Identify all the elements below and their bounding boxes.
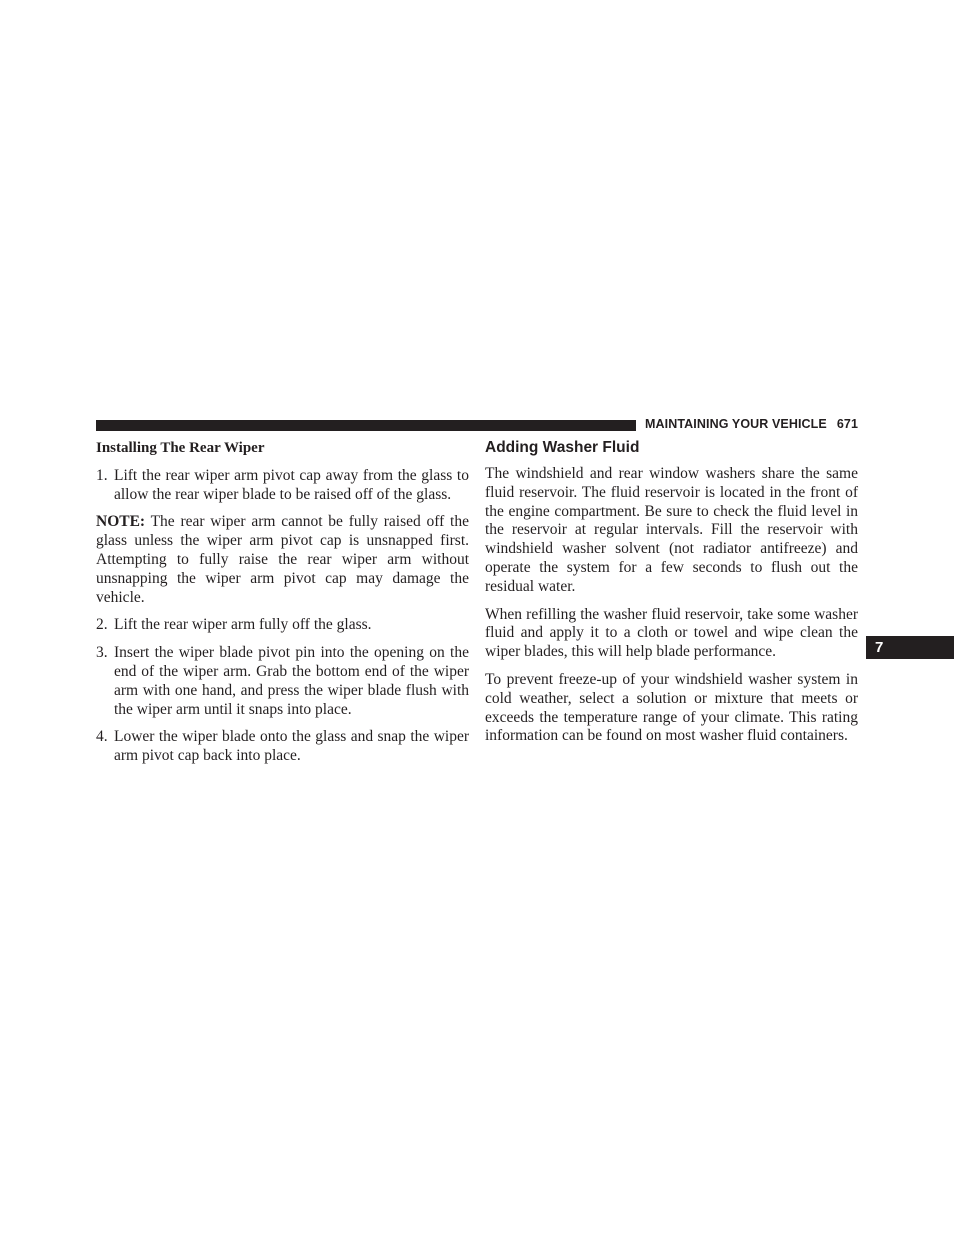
note-label: NOTE: — [96, 513, 146, 531]
step-text: Lower the wiper blade onto the glass and snap the wiper arm pivot cap back into place. — [114, 728, 469, 765]
body-paragraph: When refilling the washer fluid reservoir, take some washer fluid and apply it to a cloth or towel and wipe clean the wiper blades, this will help blade performance. — [485, 605, 858, 661]
section-title: MAINTAINING YOUR VEHICLE — [645, 417, 827, 431]
chapter-tab: 7 — [866, 636, 954, 659]
left-column — [96, 438, 469, 775]
section-heading-adding-washer-fluid: Adding Washer Fluid — [485, 439, 640, 456]
header-rule — [96, 420, 636, 431]
list-item — [96, 728, 469, 766]
steps-list-a — [96, 467, 469, 505]
running-header — [645, 417, 858, 431]
body-paragraph: The windshield and rear window washers share the same fluid reservoir. The fluid reservoir is located in the front of the engine compartment. Be sure to check the fluid level in the reservoir at regular intervals. Fill the reservoir with windshield washer solvent (not radiator antifreeze) and operate the system for a few seconds to flush out the residual water. — [485, 465, 858, 595]
step-text: Insert the wiper blade pivot pin into the opening on the end of the wiper arm. Grab the bottom end of the wiper arm with one hand, and press the wiper blade flush with the wiper arm until it snaps into place. — [114, 644, 469, 718]
step-text: Lift the rear wiper arm pivot cap away from the glass to allow the rear wiper blade to be raised off of the glass. — [114, 466, 469, 503]
note-paragraph — [96, 513, 469, 607]
step-number: 2. — [96, 616, 108, 634]
step-number: 1. — [96, 466, 108, 484]
step-number: 4. — [96, 728, 108, 746]
section-heading-installing-rear-wiper: Installing The Rear Wiper — [96, 440, 265, 456]
list-item — [96, 644, 469, 719]
right-column — [485, 438, 858, 755]
body-paragraph: To prevent freeze-up of your windshield washer system in cold weather, select a solution or mixture that meets or exceeds the temperature range of your climate. This rating information can be found on most washer fluid containers. — [485, 670, 858, 745]
note-text: The rear wiper arm cannot be fully raised off the glass unless the wiper arm pivot cap is unsnapped first. Attempting to fully raise the rear wiper arm without unsnapping the wiper arm pivot cap may damage the vehicle. — [96, 513, 469, 606]
step-number: 3. — [96, 644, 108, 662]
page-number: 671 — [836, 417, 858, 431]
steps-list-b — [96, 616, 469, 766]
list-item — [96, 616, 469, 635]
list-item — [96, 467, 469, 505]
step-text: Lift the rear wiper arm fully off the glass. — [114, 616, 372, 634]
